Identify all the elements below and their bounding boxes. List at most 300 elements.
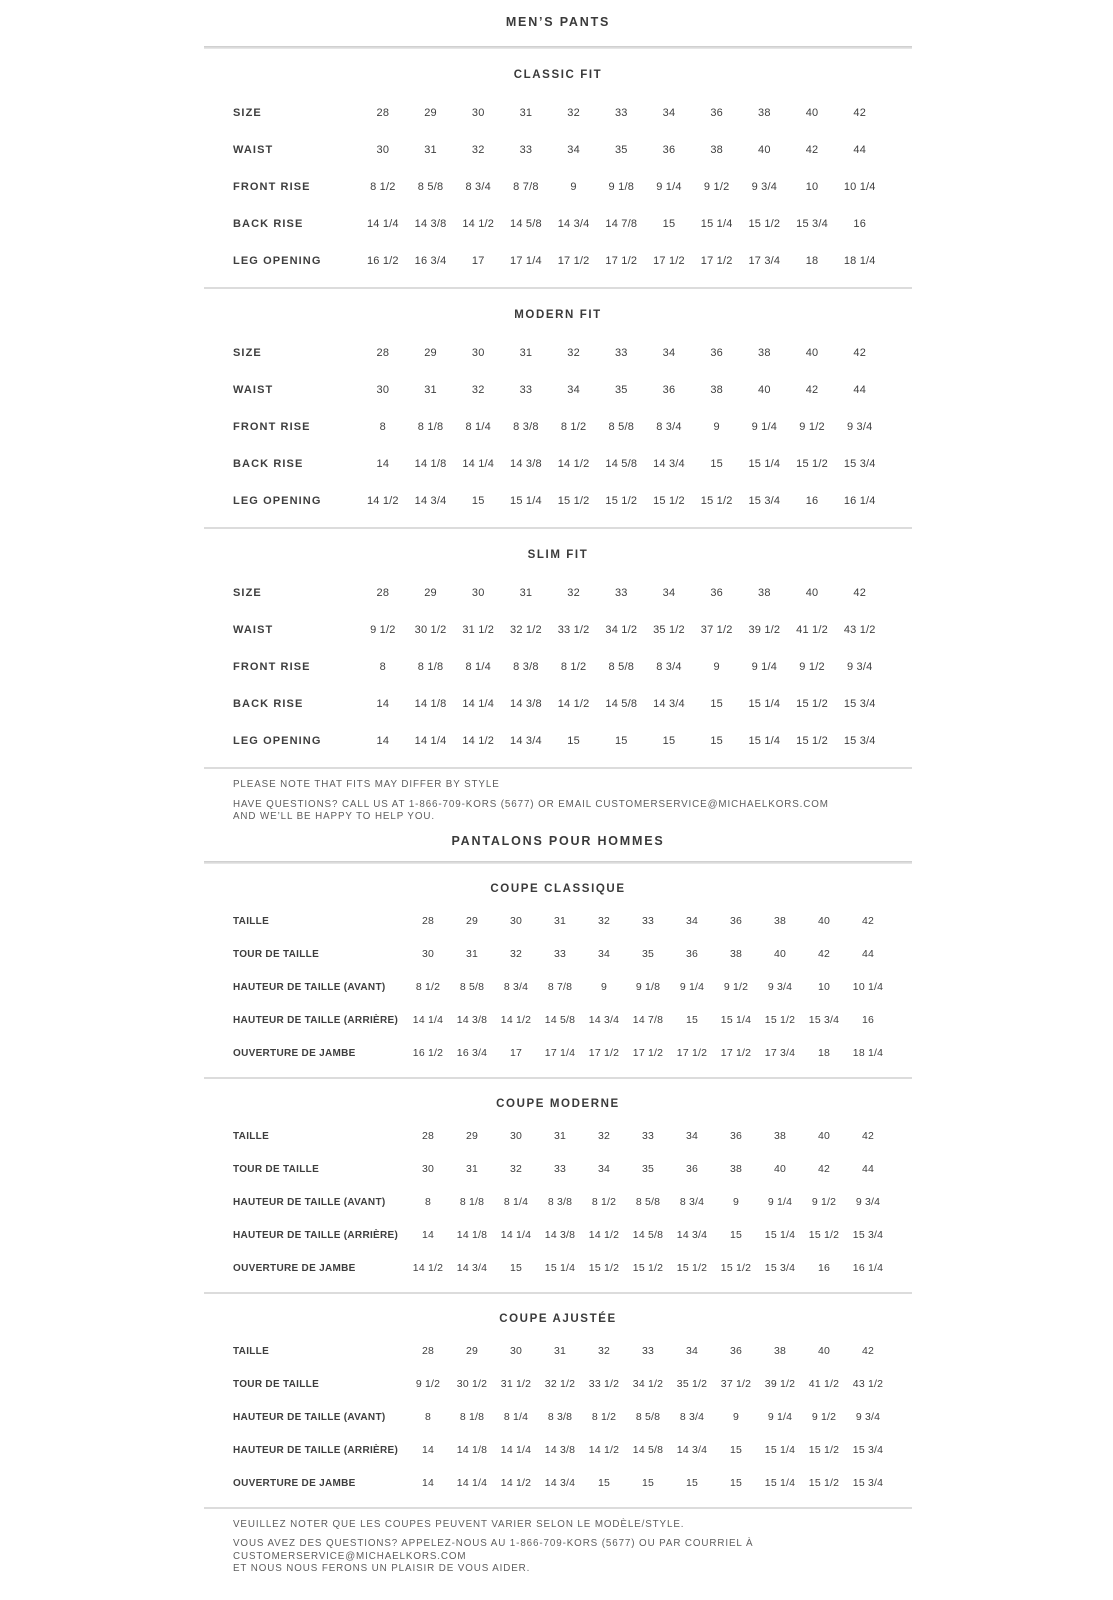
- size-value: 17 1/2: [676, 1047, 708, 1059]
- table-row: [204, 1335, 912, 1368]
- size-value: 18: [817, 1047, 831, 1059]
- size-value: 38: [773, 1345, 787, 1357]
- size-value: 14 5/8: [605, 697, 638, 710]
- size-value: 14 1/8: [414, 457, 447, 470]
- size-value: 15: [614, 734, 628, 747]
- size-value: 15 3/4: [764, 1262, 796, 1274]
- size-value: 16 3/4: [414, 254, 447, 267]
- size-value: 14 5/8: [605, 457, 638, 470]
- row-label: TAILLE: [233, 915, 270, 927]
- note-contact-fr-line1: VOUS AVEZ DES QUESTIONS? APPELEZ-NOUS AU 1-866-709-KORS (5677) OU PAR COURRIEL À CUSTOMERSERVICE@MICHAELKORS.COM: [233, 1538, 754, 1562]
- size-value: 14 5/8: [632, 1229, 664, 1241]
- size-value: 31: [519, 346, 533, 359]
- size-value: 29: [465, 1345, 479, 1357]
- size-value: 33: [519, 143, 533, 156]
- size-value: 8 1/2: [415, 981, 441, 993]
- size-value: 17 1/4: [510, 254, 542, 267]
- table-row: [204, 1434, 912, 1467]
- size-value: 14 1/4: [366, 217, 399, 230]
- row-label: WAIST: [233, 383, 274, 396]
- size-value: 38: [773, 915, 787, 927]
- size-table-classic-fit: [204, 94, 912, 279]
- size-value: 32 1/2: [510, 623, 542, 636]
- size-value: 36: [662, 383, 676, 396]
- size-value: 8 3/4: [679, 1411, 705, 1423]
- size-value: 31: [553, 1345, 567, 1357]
- table-row: [204, 1120, 912, 1153]
- size-value: 42: [817, 948, 831, 960]
- size-value: 10: [805, 180, 819, 193]
- size-value: 30: [421, 1163, 435, 1175]
- row-label: WAIST: [233, 143, 274, 156]
- size-value: 38: [758, 586, 771, 599]
- size-value: 40: [817, 1130, 831, 1142]
- size-value: 36: [710, 586, 723, 599]
- table-row: [204, 408, 912, 445]
- size-value: 15 1/2: [588, 1262, 620, 1274]
- row-label: FRONT RISE: [233, 180, 311, 193]
- row-label: OUVERTURE DE JAMBE: [233, 1477, 356, 1489]
- size-value: 30: [509, 915, 523, 927]
- size-value: 15 3/4: [852, 1477, 884, 1489]
- table-row: [204, 94, 912, 131]
- row-label: WAIST: [233, 623, 274, 636]
- row-label: SIZE: [233, 586, 262, 599]
- size-value: 14: [376, 697, 390, 710]
- size-value: 36: [729, 1345, 743, 1357]
- size-value: 38: [758, 106, 771, 119]
- size-value: 37 1/2: [700, 623, 733, 636]
- size-value: 9 1/2: [415, 1378, 441, 1390]
- section-title: SLIM FIT: [527, 549, 589, 561]
- row-label: LEG OPENING: [233, 254, 322, 267]
- row-label: SIZE: [233, 346, 262, 359]
- size-value: 31: [553, 1130, 567, 1142]
- size-value: 15: [662, 217, 676, 230]
- size-value: 15 1/2: [808, 1477, 840, 1489]
- size-value: 8 1/2: [560, 660, 587, 673]
- size-value: 14 3/4: [414, 494, 447, 507]
- size-value: 42: [861, 1345, 875, 1357]
- size-value: 33: [641, 1345, 655, 1357]
- size-value: 14 3/4: [676, 1229, 708, 1241]
- size-value: 34: [662, 346, 676, 359]
- table-row: [204, 611, 912, 648]
- size-value: 15 1/2: [796, 697, 828, 710]
- divider: [204, 1507, 912, 1509]
- size-value: 15 3/4: [852, 1229, 884, 1241]
- size-value: 40: [758, 383, 771, 396]
- size-value: 8 5/8: [635, 1196, 661, 1208]
- size-value: 15: [597, 1477, 611, 1489]
- row-label: OUVERTURE DE JAMBE: [233, 1262, 356, 1274]
- section-coupe-ajustee: [204, 1313, 912, 1500]
- size-value: 15: [710, 697, 723, 710]
- size-value: 10 1/4: [843, 180, 876, 193]
- row-label: TAILLE: [233, 1345, 270, 1357]
- size-value: 15: [710, 734, 723, 747]
- row-label: HAUTEUR DE TAILLE (ARRIÈRE): [233, 1014, 399, 1026]
- size-value: 8 3/8: [547, 1196, 573, 1208]
- size-value: 14 3/4: [588, 1014, 620, 1026]
- size-value: 37 1/2: [720, 1378, 752, 1390]
- size-table-modern-fit: [204, 334, 912, 519]
- size-value: 30: [376, 143, 390, 156]
- size-value: 14 1/2: [366, 494, 399, 507]
- size-value: 9 1/4: [767, 1196, 793, 1208]
- size-value: 14 1/4: [462, 457, 495, 470]
- size-value: 14: [376, 457, 390, 470]
- row-label: SIZE: [233, 106, 262, 119]
- size-value: 8 1/4: [465, 420, 491, 433]
- size-value: 15 1/4: [764, 1477, 796, 1489]
- size-value: 14 1/4: [456, 1477, 488, 1489]
- size-value: 30: [421, 948, 435, 960]
- size-value: 15 3/4: [808, 1014, 840, 1026]
- size-value: 29: [424, 346, 437, 359]
- size-value: 34: [662, 586, 676, 599]
- size-value: 15 1/2: [764, 1014, 796, 1026]
- size-value: 15 3/4: [843, 734, 876, 747]
- size-value: 8 3/4: [656, 660, 682, 673]
- note-contact-fr: [233, 1538, 912, 1576]
- size-value: 32: [471, 383, 485, 396]
- size-value: 9 1/4: [751, 660, 778, 673]
- notes-fr: [204, 1519, 912, 1576]
- size-value: 15 1/4: [748, 734, 781, 747]
- size-value: 15 1/4: [748, 457, 781, 470]
- size-value: 16 3/4: [456, 1047, 488, 1059]
- size-value: 14 1/2: [500, 1477, 532, 1489]
- size-value: 35: [614, 143, 628, 156]
- size-value: 36: [710, 106, 723, 119]
- size-value: 16 1/4: [852, 1262, 884, 1274]
- size-value: 17 1/2: [605, 254, 638, 267]
- size-value: 9 3/4: [855, 1411, 881, 1423]
- size-value: 38: [758, 346, 771, 359]
- row-label: LEG OPENING: [233, 494, 322, 507]
- size-value: 15 1/4: [720, 1014, 752, 1026]
- section-coupe-classique: [204, 883, 912, 1070]
- size-value: 9 1/2: [799, 660, 825, 673]
- table-row: [204, 1186, 912, 1219]
- size-value: 33: [614, 346, 628, 359]
- table-row: [204, 938, 912, 971]
- size-value: 42: [861, 915, 875, 927]
- size-value: 14 5/8: [544, 1014, 576, 1026]
- size-table-coupe-classique: [204, 905, 912, 1070]
- table-row: [204, 1467, 912, 1500]
- size-value: 14 3/4: [557, 217, 590, 230]
- size-value: 15 3/4: [796, 217, 828, 230]
- size-value: 15: [509, 1262, 523, 1274]
- size-value: 36: [685, 1163, 699, 1175]
- size-value: 28: [376, 346, 390, 359]
- size-value: 15 1/2: [796, 457, 828, 470]
- size-value: 14 1/2: [588, 1444, 620, 1456]
- size-value: 8: [379, 420, 386, 433]
- size-value: 14 1/8: [456, 1229, 488, 1241]
- size-value: 40: [817, 915, 831, 927]
- note-contact: [233, 799, 912, 824]
- size-table-coupe-ajustee: [204, 1335, 912, 1500]
- size-value: 15 1/4: [748, 697, 781, 710]
- size-value: 14 1/8: [456, 1444, 488, 1456]
- size-value: 15 1/4: [510, 494, 542, 507]
- size-value: 40: [758, 143, 771, 156]
- size-value: 17 1/2: [720, 1047, 752, 1059]
- size-value: 16 1/2: [366, 254, 399, 267]
- row-label: HAUTEUR DE TAILLE (AVANT): [233, 981, 386, 993]
- table-row: [204, 445, 912, 482]
- section-title: CLASSIC FIT: [513, 69, 603, 81]
- size-value: 15: [729, 1444, 743, 1456]
- size-value: 34: [685, 1345, 699, 1357]
- size-value: 30 1/2: [414, 623, 447, 636]
- section-modern-fit: [204, 309, 912, 519]
- note-fit-disclaimer-fr: VEUILLEZ NOTER QUE LES COUPES PEUVENT VARIER SELON LE MODÈLE/STYLE.: [233, 1518, 685, 1530]
- size-value: 9 1/4: [767, 1411, 793, 1423]
- section-coupe-moderne: [204, 1098, 912, 1285]
- size-value: 15: [729, 1229, 743, 1241]
- size-value: 36: [685, 948, 699, 960]
- size-value: 15 3/4: [852, 1444, 884, 1456]
- size-value: 34: [662, 106, 676, 119]
- size-value: 17 3/4: [748, 254, 781, 267]
- size-value: 9 1/4: [679, 981, 705, 993]
- size-value: 40: [773, 948, 787, 960]
- size-value: 15 3/4: [843, 697, 876, 710]
- divider: [204, 1077, 912, 1079]
- size-value: 14 1/4: [462, 697, 495, 710]
- size-value: 15: [567, 734, 580, 747]
- divider: [204, 1292, 912, 1294]
- note-contact-line1: HAVE QUESTIONS? CALL US AT 1-866-709-KORS (5677) OR EMAIL CUSTOMERSERVICE@MICHAELKORS.COM: [233, 798, 829, 810]
- size-value: 14 1/2: [557, 697, 590, 710]
- size-value: 14 1/4: [414, 734, 447, 747]
- size-value: 14: [421, 1477, 435, 1489]
- table-row: [204, 242, 912, 279]
- table-row: [204, 371, 912, 408]
- size-value: 8 3/4: [465, 180, 491, 193]
- size-value: 31: [465, 948, 479, 960]
- size-value: 8 1/2: [591, 1411, 617, 1423]
- size-value: 14 3/4: [653, 697, 685, 710]
- size-value: 8 3/4: [656, 420, 682, 433]
- size-value: 10: [817, 981, 831, 993]
- size-value: 9: [713, 660, 720, 673]
- row-label: OUVERTURE DE JAMBE: [233, 1047, 356, 1059]
- row-label: HAUTEUR DE TAILLE (ARRIÈRE): [233, 1444, 399, 1456]
- size-value: 42: [853, 106, 867, 119]
- size-value: 8 1/4: [465, 660, 491, 673]
- table-row: [204, 1153, 912, 1186]
- section-title: MODERN FIT: [514, 309, 602, 321]
- table-row: [204, 722, 912, 759]
- size-value: 17 1/2: [557, 254, 590, 267]
- size-value: 34: [597, 1163, 611, 1175]
- divider: [204, 527, 912, 529]
- page-title-mens-pants: MEN’S PANTS: [505, 15, 611, 29]
- size-value: 17 1/4: [544, 1047, 576, 1059]
- size-value: 32: [567, 346, 580, 359]
- size-value: 14 3/8: [456, 1014, 488, 1026]
- size-value: 8 1/8: [459, 1196, 485, 1208]
- size-value: 33: [519, 383, 533, 396]
- size-value: 28: [421, 1345, 435, 1357]
- size-value: 9 3/4: [846, 660, 873, 673]
- table-row: [204, 685, 912, 722]
- table-row: [204, 905, 912, 938]
- note-contact-fr-line2: ET NOUS NOUS FERONS UN PLAISIR DE VOUS AIDER.: [233, 1563, 531, 1574]
- size-value: 33 1/2: [557, 623, 590, 636]
- size-value: 35 1/2: [653, 623, 685, 636]
- size-value: 43 1/2: [852, 1378, 884, 1390]
- size-value: 30: [471, 106, 485, 119]
- table-row: [204, 1368, 912, 1401]
- size-value: 8 1/4: [503, 1196, 529, 1208]
- size-value: 15: [662, 734, 676, 747]
- size-value: 39 1/2: [748, 623, 781, 636]
- size-value: 40: [805, 586, 819, 599]
- size-value: 31: [519, 106, 533, 119]
- size-value: 8 3/4: [679, 1196, 705, 1208]
- row-label: BACK RISE: [233, 697, 304, 710]
- size-value: 32: [597, 1130, 611, 1142]
- table-row: [204, 131, 912, 168]
- size-value: 42: [853, 586, 867, 599]
- divider: [204, 46, 912, 49]
- size-value: 30: [509, 1345, 523, 1357]
- size-value: 15 1/4: [700, 217, 733, 230]
- size-value: 42: [853, 346, 867, 359]
- size-value: 9 3/4: [846, 420, 873, 433]
- size-value: 18 1/4: [843, 254, 876, 267]
- size-value: 14 3/8: [510, 697, 542, 710]
- row-label: HAUTEUR DE TAILLE (AVANT): [233, 1196, 386, 1208]
- row-label: BACK RISE: [233, 457, 304, 470]
- size-value: 14 1/4: [500, 1444, 532, 1456]
- size-value: 15 3/4: [748, 494, 781, 507]
- size-table-slim-fit: [204, 574, 912, 759]
- size-value: 8 5/8: [608, 660, 635, 673]
- size-value: 15 3/4: [843, 457, 876, 470]
- table-row: [204, 1219, 912, 1252]
- size-value: 8 5/8: [608, 420, 635, 433]
- size-value: 32: [471, 143, 485, 156]
- row-label: LEG OPENING: [233, 734, 322, 747]
- size-value: 14 5/8: [632, 1444, 664, 1456]
- size-value: 28: [421, 915, 435, 927]
- size-value: 10 1/4: [852, 981, 884, 993]
- size-value: 18: [805, 254, 819, 267]
- divider: [204, 767, 912, 769]
- size-value: 32: [567, 106, 580, 119]
- size-value: 8 3/8: [547, 1411, 573, 1423]
- table-row: [204, 1252, 912, 1285]
- size-value: 30: [376, 383, 390, 396]
- size-value: 31: [424, 383, 437, 396]
- size-value: 17: [509, 1047, 523, 1059]
- size-value: 44: [861, 948, 875, 960]
- size-value: 9 1/8: [635, 981, 661, 993]
- size-value: 8 1/2: [560, 420, 587, 433]
- size-value: 8 1/2: [370, 180, 396, 193]
- size-value: 31: [465, 1163, 479, 1175]
- size-value: 9 1/2: [811, 1411, 837, 1423]
- size-value: 14 1/8: [414, 697, 447, 710]
- size-value: 30: [471, 586, 485, 599]
- size-value: 14 1/2: [412, 1262, 444, 1274]
- row-label: TAILLE: [233, 1130, 270, 1142]
- size-value: 42: [805, 383, 819, 396]
- size-value: 8 7/8: [513, 180, 539, 193]
- section-slim-fit: [204, 549, 912, 759]
- size-value: 8 5/8: [417, 180, 444, 193]
- size-value: 40: [817, 1345, 831, 1357]
- size-value: 14 1/2: [557, 457, 590, 470]
- size-value: 15 1/4: [764, 1229, 796, 1241]
- size-value: 40: [805, 106, 819, 119]
- size-value: 14 1/2: [500, 1014, 532, 1026]
- size-value: 38: [710, 143, 723, 156]
- size-value: 14 7/8: [605, 217, 638, 230]
- size-value: 8 5/8: [459, 981, 485, 993]
- row-label: TOUR DE TAILLE: [233, 1378, 320, 1390]
- size-value: 15: [685, 1014, 699, 1026]
- size-value: 14 3/8: [414, 217, 447, 230]
- size-value: 17 1/2: [588, 1047, 620, 1059]
- size-value: 36: [710, 346, 723, 359]
- size-value: 9 1/2: [723, 981, 749, 993]
- size-value: 16 1/2: [412, 1047, 444, 1059]
- size-table-coupe-moderne: [204, 1120, 912, 1285]
- size-value: 14 3/8: [510, 457, 542, 470]
- size-value: 35: [641, 948, 655, 960]
- size-value: 30: [509, 1130, 523, 1142]
- size-value: 9 1/8: [608, 180, 635, 193]
- size-value: 17 1/2: [700, 254, 733, 267]
- size-value: 39 1/2: [764, 1378, 796, 1390]
- size-value: 15 1/2: [632, 1262, 664, 1274]
- size-value: 34: [597, 948, 611, 960]
- row-label: FRONT RISE: [233, 660, 311, 673]
- size-value: 8 1/8: [459, 1411, 485, 1423]
- size-value: 9 1/2: [811, 1196, 837, 1208]
- size-value: 15: [641, 1477, 655, 1489]
- size-value: 15 1/2: [676, 1262, 708, 1274]
- size-value: 17 1/2: [632, 1047, 664, 1059]
- size-value: 15: [471, 494, 485, 507]
- page-title-pantalons: PANTALONS POUR HOMMES: [451, 833, 665, 848]
- size-value: 35: [614, 383, 628, 396]
- size-value: 31 1/2: [500, 1378, 532, 1390]
- size-value: 36: [729, 1130, 743, 1142]
- size-value: 8 1/4: [503, 1411, 529, 1423]
- row-label: TOUR DE TAILLE: [233, 948, 320, 960]
- size-value: 42: [861, 1130, 875, 1142]
- size-value: 14 5/8: [510, 217, 542, 230]
- size-value: 34 1/2: [632, 1378, 664, 1390]
- row-label: HAUTEUR DE TAILLE (AVANT): [233, 1411, 386, 1423]
- table-row: [204, 482, 912, 519]
- size-value: 36: [729, 915, 743, 927]
- size-value: 18 1/4: [852, 1047, 884, 1059]
- size-value: 8 5/8: [635, 1411, 661, 1423]
- size-value: 16: [853, 217, 867, 230]
- size-value: 38: [710, 383, 723, 396]
- section-title: COUPE MODERNE: [496, 1097, 620, 1110]
